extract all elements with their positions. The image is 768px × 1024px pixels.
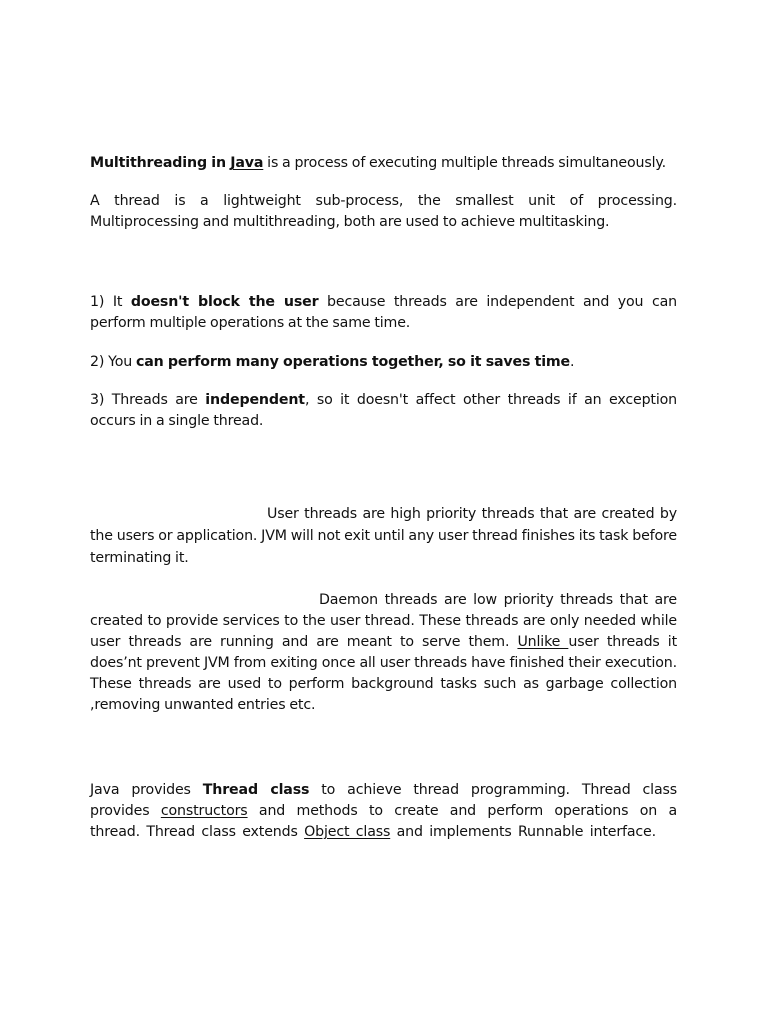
advantage-suffix: . bbox=[570, 354, 575, 370]
object-class-link[interactable]: Object class bbox=[304, 824, 391, 840]
intro-bold-lead: Multithreading in bbox=[90, 155, 231, 171]
user-threads-text: User threads are high priority threads that are created by the users or application. JVM will not exit until any user thread finishes its task before terminating it. bbox=[90, 506, 677, 566]
thread-class-bold: Thread class bbox=[202, 782, 310, 798]
advantage-suffix: , so it doesn't affect other threads if an exception occurs in a single thread. bbox=[90, 392, 677, 429]
user-threads-paragraph bbox=[90, 503, 677, 569]
advantage-suffix: because threads are independent and you can perform multiple operations at the same time. bbox=[90, 294, 677, 331]
java-link[interactable]: Java bbox=[230, 155, 264, 171]
intro-paragraph bbox=[90, 153, 677, 174]
thread-class-paragraph bbox=[90, 780, 677, 843]
advantage-prefix: 1) It bbox=[90, 294, 131, 310]
thread-class-middle: to achieve thread programming. Thread class provides bbox=[90, 782, 677, 819]
thread-class-middle2: and methods to create and perform operations on a thread. Thread class extends bbox=[90, 803, 677, 840]
advantage-bold: doesn't block the user bbox=[130, 294, 319, 310]
unlike-link[interactable]: Unlike bbox=[517, 634, 569, 650]
thread-definition-paragraph: A thread is a lightweight sub-process, the smallest unit of processing. Multiprocessing and multithreading, both are used to achieve multitasking. bbox=[90, 193, 677, 230]
daemon-text-before: Daemon threads are low priority threads that are created to provide services to the user thread. These threads are only needed while user threads are running and are meant to serve them. bbox=[90, 592, 677, 650]
advantage-item-3 bbox=[90, 390, 677, 432]
constructors-link[interactable]: constructors bbox=[160, 803, 248, 819]
daemon-text-after: user threads it does’nt prevent JVM from exiting once all user threads have finished their execution. These threads are used to perform background tasks such as garbage collection ,removing unwanted entries etc. bbox=[90, 634, 677, 713]
advantage-item-1 bbox=[90, 292, 677, 334]
advantage-prefix: 3) Threads are bbox=[90, 392, 206, 408]
advantage-bold: can perform many operations together, so it saves time bbox=[135, 354, 571, 370]
thread-class-lead: Java provides bbox=[90, 782, 203, 798]
intro-text: is a process of executing multiple threads simultaneously. bbox=[263, 155, 666, 171]
thread-class-end: and implements Runnable interface. bbox=[390, 824, 657, 840]
advantage-item-2 bbox=[90, 352, 677, 373]
advantage-bold: independent bbox=[205, 392, 305, 408]
advantage-prefix: 2) You bbox=[90, 354, 136, 370]
daemon-threads-paragraph bbox=[90, 590, 677, 716]
